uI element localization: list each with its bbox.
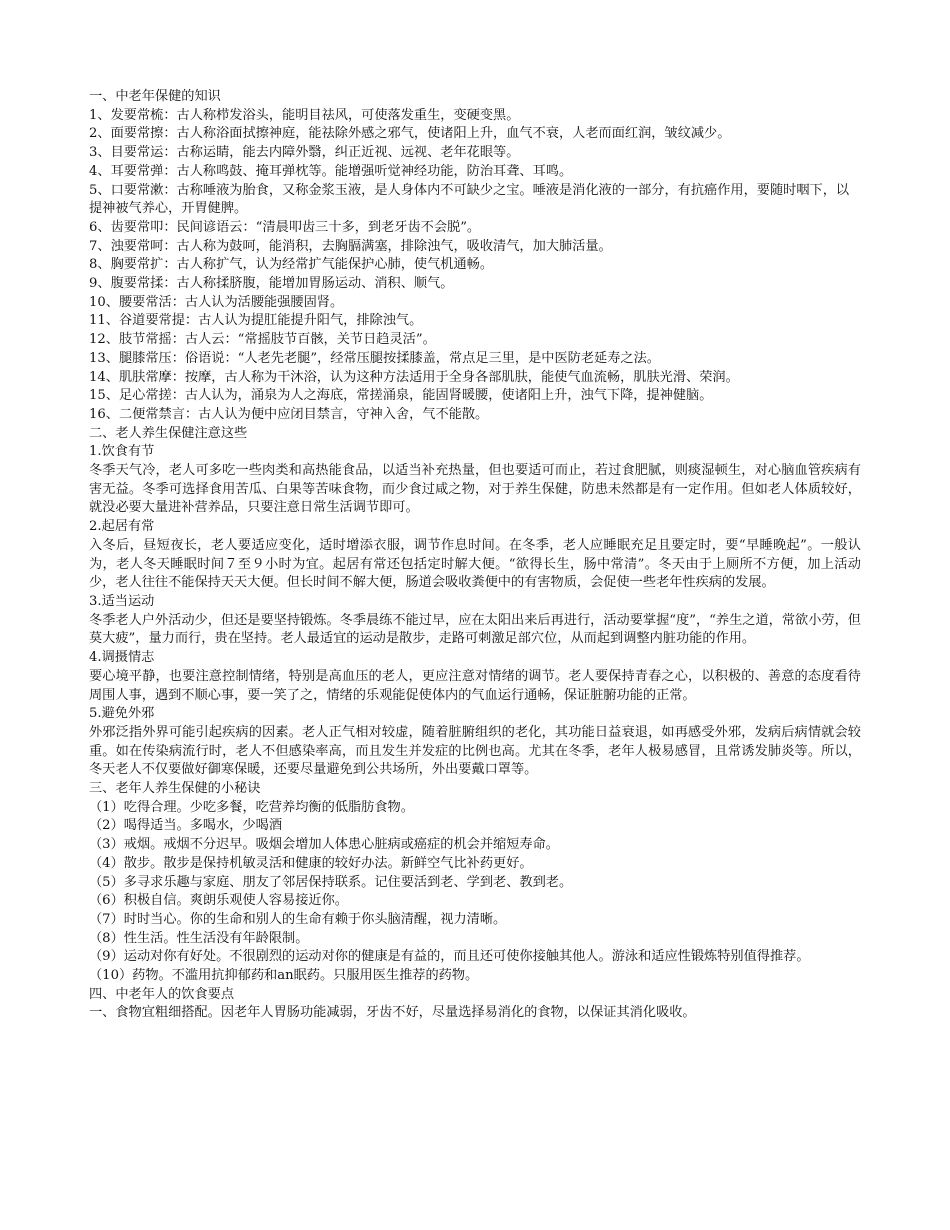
list-item: （7）时时当心。你的生命和别人的生命有赖于你头脑清醒，视力清晰。 — [89, 911, 507, 927]
list-item: 9、腹要常揉：古人称揉脐腹，能增加胃肠运动、消积、顺气。 — [89, 276, 454, 292]
list-item: 16、二便常禁言：古人认为便中应闭目禁言，守神入舍，气不能散。 — [89, 406, 489, 422]
paragraph: 要心境平静，也要注意控制情绪，特别是高血压的老人，更应注意对情绪的调节。老人要保持青春之心，以积极的、善意的态度看待周围人事，遇到不顺心事，要一笑了之，情绪的乐观能促使体内的气血运行通畅，保证脏腑功能的正常。 — [89, 668, 861, 703]
list-item: 6、齿要常叩：民间谚语云：“清晨叩齿三十多，到老牙齿不会脱”。 — [89, 219, 481, 235]
list-item: 13、腿膝常压：俗语说：“人老先老腿”，经常压腿按揉膝盖，常点足三里，是中医防老延寿之法。 — [89, 350, 660, 366]
list-item: （9）运动对你有好处。不很剧烈的运动对你的健康是有益的，而且还可使你接触其他人。游泳和适应性锻炼特别值得推荐。 — [89, 949, 810, 965]
section-2-heading: 二、老人养生保健注意这些 — [89, 425, 248, 441]
list-item: 一、食物宜粗细搭配。因老年人胃肠功能减弱，牙齿不好，尽量选择易消化的食物，以保证其消化吸收。 — [89, 1005, 696, 1021]
section-1-heading: 一、中老年保健的知识 — [89, 89, 221, 104]
list-item: 3、目要常运：古称运睛，能去内障外翳，纠正近视、远视、老年花眼等。 — [89, 145, 520, 161]
paragraph: 冬季天气冷，老人可多吃一些肉类和高热能食品，以适当补充热量，但也要适可而止，若过食肥腻，则痰湿顿生，对心脑血管疾病有害无益。冬季可选择食用苦瓜、白果等苦味食物，而少食过咸之物，对于养生保健，防患未然都是有一定作用。但如老人体质较好，就没必要大量进补营养品，只要注意日常生活调节即可。 — [89, 463, 861, 516]
list-item: （4）散步。散步是保持机敏灵活和健康的较好办法。新鲜空气比补药更好。 — [89, 855, 533, 871]
subsection-title: 2.起居有常 — [89, 519, 155, 535]
section-2-content — [89, 443, 861, 780]
subsection-title: 4.调摄情志 — [89, 650, 155, 666]
section-1-list — [89, 107, 861, 425]
list-item: （10）药物。不滥用抗抑郁药和an眠药。只服用医生推荐的药物。 — [89, 968, 479, 984]
subsection-title: 1.饮食有节 — [89, 444, 155, 460]
list-item: 2、面要常擦：古人称浴面拭擦神庭，能祛除外感之邪气，使诸阳上升，血气不衰，人老而面红润，皱纹减少。 — [89, 126, 731, 142]
subsection-title: 5.避免外邪 — [89, 706, 155, 722]
list-item: 5、口要常漱：古称唾液为胎食，又称金浆玉液，是人身体内不可缺少之宝。唾液是消化液的一部分，有抗癌作用，要随时咽下，以提神被气养心，开胃健脾。 — [89, 182, 850, 217]
list-item: 11、谷道要常提：古人认为提肛能提升阳气，排除浊气。 — [89, 313, 423, 329]
list-item: 12、肢节常摇：古人云：“常摇肢节百骸，关节日趋灵活”。 — [89, 332, 436, 348]
list-item: 7、浊要常呵：古人称为鼓呵，能消积，去胸膈满塞，排除浊气，吸收清气，加大肺活量。 — [89, 238, 612, 254]
list-item: 15、足心常搓：古人认为，涌泉为人之海底，常搓涌泉，能固肾暖腰，使诸阳上升，浊气下降，提神健脑。 — [89, 388, 713, 404]
list-item: 4、耳要常弹：古人称鸣鼓、掩耳弹枕等。能增强听觉神经功能，防治耳聋、耳鸣。 — [89, 163, 573, 179]
section-3-list — [89, 799, 861, 986]
paragraph: 入冬后，昼短夜长，老人要适应变化，适时增添衣服，调节作息时间。在冬季，老人应睡眠充足且要定时，要“早睡晚起”。一般认为，老人冬天睡眠时间７至９小时为宜。起居有常还包括定时解大便。“欲得长生，肠中常清”。冬天由于上厕所不方便，加上活动少，老人往往不能保持天天大便。但长时间不解大便，肠道会吸收粪便中的有害物质，会促使一些老年性疾病的发展。 — [89, 537, 861, 591]
list-item: （2）喝得适当。多喝水，少喝酒 — [89, 818, 283, 834]
paragraph: 外邪泛指外界可能引起疾病的因素。老人正气相对较虚，随着脏腑组织的老化，其功能日益衰退，如再感受外邪，发病后病情就会较重。如在传染病流行时，老人不但感染率高，而且发生并发症的比例也高。尤其在冬季，老年人极易感冒，且常诱发肺炎等。所以，冬天老人不仅要做好御寒保暖，还要尽量避免到公共场所，外出要戴口罩等。 — [89, 724, 861, 778]
list-item: 8、胸要常扩：古人称扩气，认为经常扩气能保护心肺，使气机通畅。 — [89, 257, 494, 273]
section-4-heading: 四、中老年人的饮食要点 — [89, 986, 235, 1002]
paragraph: 冬季老人户外活动少，但还是要坚持锻炼。冬季晨练不能过早，应在太阳出来后再进行，活动要掌握“度”，“养生之道，常欲小劳，但莫大疲”，量力而行，贵在坚持。老人最适宜的运动是散步，走路可刺激足部穴位，从而起到调整内脏功能的作用。 — [89, 612, 861, 647]
list-item: 1、发要常梳：古人称栉发浴头，能明目祛风，可使落发重生，变硬变黑。 — [89, 107, 520, 123]
list-item: 14、肌肤常摩：按摩，古人称为干沐浴，认为这种方法适用于全身各部肌肤，能使气血流畅，肌肤光滑、荣润。 — [89, 369, 739, 385]
list-item: （8）性生活。性生活没有年龄限制。 — [89, 930, 309, 946]
subsection-title: 3.适当运动 — [89, 593, 155, 609]
list-item: （3）戒烟。戒烟不分迟早。吸烟会增加人体患心脏病或癌症的机会并缩短寿命。 — [89, 837, 559, 853]
document-body — [89, 88, 861, 1023]
list-item: （1）吃得合理。少吃多餐，吃营养均衡的低脂肪食物。 — [89, 799, 414, 815]
list-item: （6）积极自信。爽朗乐观使人容易接近你。 — [89, 893, 348, 909]
list-item: （5）多寻求乐趣与家庭、朋友了邻居保持联系。记住要活到老、学到老、教到老。 — [89, 874, 573, 890]
list-item: 10、腰要常活：古人认为活腰能强腰固肾。 — [89, 294, 344, 310]
section-4-list — [89, 1004, 861, 1023]
section-3-heading: 三、老年人养生保健的小秘诀 — [89, 781, 261, 797]
